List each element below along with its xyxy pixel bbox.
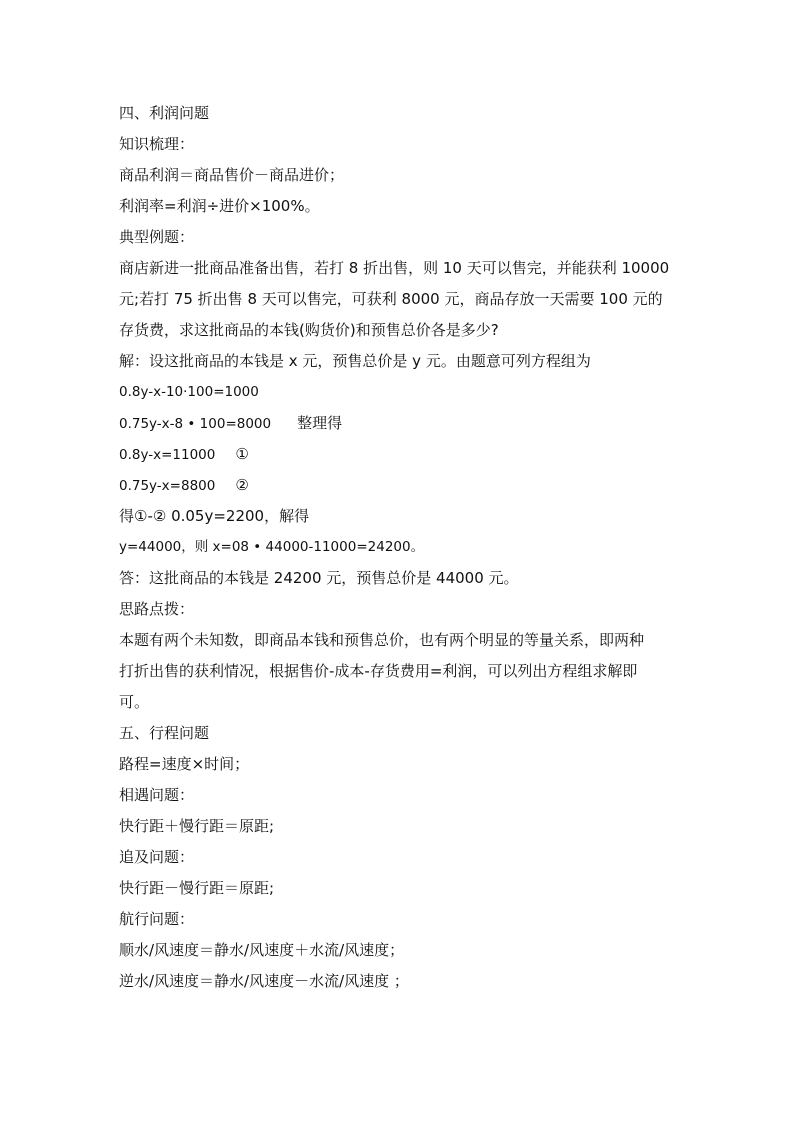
equation-3-row [119,439,679,470]
distance-formula: 路程=速度×时间； [119,755,250,773]
problem-text-line: 元;若打 75 折出售 8 天可以售完，可获利 8000 元，商品存放一天需要 100 元的 [119,290,663,308]
equation-2-note: 整理得 [297,414,343,432]
knowledge-label: 知识梳理： [119,135,195,153]
solution-intro: 解：设这批商品的本钱是 x 元，预售总价是 y 元。由题意可列方程组为 [119,352,591,370]
answer-line: 答：这批商品的本钱是 24200 元，预售总价是 44000 元。 [119,569,519,587]
equation-2-row [119,408,679,439]
profit-formula: 商品利润＝商品售价－商品进价； [119,166,345,184]
problem-text-line: 存货费，求这批商品的本钱(购货价)和预售总价各是多少? [119,321,499,339]
hint-text-line: 可。 [119,693,150,711]
equation-4: 0.75y-x=8800 [119,478,216,494]
solution-step-6: y=44000，则 x=08 • 44000-11000=24200。 [119,539,425,555]
chase-problem-label: 追及问题： [119,848,195,866]
document-body [119,98,679,997]
section-heading-travel: 五、行程问题 [119,724,210,742]
meet-problem-label: 相遇问题： [119,786,195,804]
example-label: 典型例题： [119,228,195,246]
equation-1: 0.8y-x-10·100=1000 [119,384,259,400]
meet-formula: 快行距＋慢行距＝原距; [119,817,275,835]
problem-text-line: 商店新进一批商品准备出售，若打 8 折出售，则 10 天可以售完，并能获利 10000 [119,259,670,277]
equation-3: 0.8y-x=11000 [119,447,216,463]
equation-4-marker: ② [235,476,249,494]
hint-label: 思路点拨： [119,600,195,618]
sailing-problem-label: 航行问题： [119,910,195,928]
section-heading-profit: 四、利润问题 [119,104,210,122]
equation-2: 0.75y-x-8 • 100=8000 [119,416,272,432]
hint-text-line: 打折出售的获利情况，根据售价-成本-存货费用=利润，可以列出方程组求解即 [119,662,638,680]
profit-rate-formula: 利润率=利润÷进价×100%。 [119,197,320,215]
hint-text-line: 本题有两个未知数，即商品本钱和预售总价，也有两个明显的等量关系，即两种 [119,631,645,649]
equation-3-marker: ① [235,445,249,463]
chase-formula: 快行距－慢行距＝原距; [119,879,275,897]
equation-4-row [119,470,679,501]
upstream-formula: 逆水/风速度＝静水/风速度－水流/风速度 ； [119,972,409,990]
solution-step-5: 得①-② 0.05y=2200，解得 [119,507,310,525]
downstream-formula: 顺水/风速度＝静水/风速度＋水流/风速度； [119,941,405,959]
